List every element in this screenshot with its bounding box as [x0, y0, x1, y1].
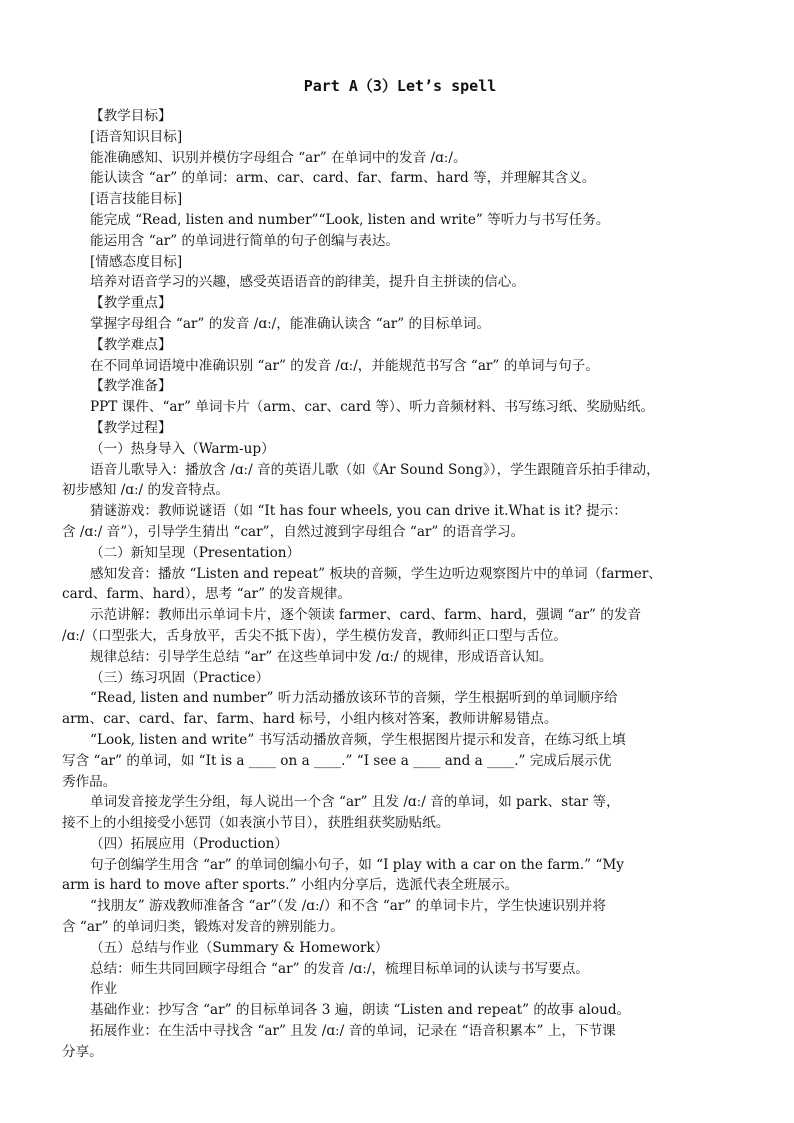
paragraph-line: 单词发音接龙学生分组，每人说出一个含 “ar” 且发 /ɑː/ 音的单词，如 park、star 等， [90, 794, 620, 811]
paragraph-line: 总结：师生共同回顾字母组合 “ar” 的发音 /ɑː/，梳理目标单词的认读与书写要点。 [90, 960, 589, 977]
paragraph-line: 写含 “ar” 的单词，如 “It is a ____ on a ____.” “I see a ____ and a ____.” 完成后展示优 [62, 752, 612, 769]
paragraph-line: 拓展作业：在生活中寻找含 “ar” 且发 /ɑː/ 音的单词，记录在 “语音积累本” 上，下节课 [90, 1023, 616, 1040]
subsection-heading: [语音知识目标] [90, 128, 183, 145]
paragraph-line: 秀作品。 [62, 773, 117, 790]
paragraph-line: 含 “ar” 的单词归类，锻炼对发音的辨别能力。 [62, 919, 344, 936]
step-heading: （四）拓展应用（Production） [90, 835, 288, 852]
paragraph-line: 基础作业：抄写含 “ar” 的目标单词各 3 遍，朗读 “Listen and repeat” 的故事 aloud。 [90, 1002, 631, 1019]
step-heading: （一）热身导入（Warm-up） [90, 440, 275, 457]
document-title: Part A（3）Let’s spell [303, 77, 497, 95]
paragraph-line: 能运用含 “ar” 的单词进行简单的句子创编与表达。 [90, 232, 400, 249]
paragraph-line: 语音儿歌导入：播放含 /ɑː/ 音的英语儿歌（如《Ar Sound Song》），学生跟随音乐拍手律动， [90, 461, 660, 478]
step-heading: （五）总结与作业（Summary & Homework） [90, 939, 389, 956]
paragraph-line: “Read, listen and number” 听力活动播放该环节的音频，学生根据听到的单词顺序给 [90, 690, 618, 707]
paragraph-line: “找朋友” 游戏教师准备含 “ar”（发 /ɑː/）和不含 “ar” 的单词卡片，学生快速识别并将 [90, 898, 606, 915]
paragraph-line: 掌握字母组合 “ar” 的发音 /ɑː/，能准确认读含 “ar” 的目标单词。 [90, 315, 491, 332]
paragraph-line: 能认读含 “ar” 的单词：arm、car、card、far、farm、hard 等，并理解其含义。 [90, 170, 596, 187]
section-heading: 【教学难点】 [90, 336, 172, 353]
paragraph-line: 规律总结：引导学生总结 “ar” 在这些单词中发 /ɑː/ 的规律，形成语音认知。 [90, 648, 553, 665]
section-heading: 【教学重点】 [90, 295, 172, 312]
subsection-heading: [语言技能目标] [90, 191, 183, 208]
paragraph-line: 能完成 “Read, listen and number”“Look, listen and write” 等听力与书写任务。 [90, 211, 610, 228]
step-heading: （二）新知呈现（Presentation） [90, 544, 301, 561]
paragraph-line: 感知发音：播放 “Listen and repeat” 板块的音频，学生边听边观察图片中的单词（farmer、 [90, 565, 662, 582]
paragraph-line: arm、car、card、far、farm、hard 标号，小组内核对答案，教师讲解易错点。 [62, 711, 558, 728]
paragraph-line: “Look, listen and write” 书写活动播放音频，学生根据图片提示和发音，在练习纸上填 [90, 731, 626, 748]
paragraph-line: 分享。 [62, 1043, 103, 1060]
section-heading: 【教学准备】 [90, 378, 172, 395]
paragraph-line: 句子创编学生用含 “ar” 的单词创编小句子，如 “I play with a car on the farm.” “My [90, 856, 624, 873]
paragraph-line: 猜谜游戏：教师说谜语（如 “It has four wheels, you can drive it.What is it? 提示： [90, 503, 627, 520]
paragraph-line: 在不同单词语境中准确识别 “ar” 的发音 /ɑː/，并能规范书写含 “ar” 的单词与句子。 [90, 357, 599, 374]
subsection-heading: [情感态度目标] [90, 253, 183, 270]
paragraph-line: 初步感知 /ɑː/ 的发音特点。 [62, 482, 230, 499]
subsection-heading: 作业 [90, 981, 118, 998]
paragraph-line: arm is hard to move after sports.” 小组内分享后，选派代表全班展示。 [62, 877, 519, 894]
paragraph-line: PPT 课件、“ar” 单词卡片（arm、car、card 等）、听力音频材料、书写练习纸、奖励贴纸。 [90, 399, 655, 416]
paragraph-line: 接不上的小组接受小惩罚（如表演小节目），获胜组获奖励贴纸。 [62, 815, 450, 832]
section-heading: 【教学过程】 [90, 419, 172, 436]
paragraph-line: /ɑː/（口型张大，舌身放平，舌尖不抵下齿），学生模仿发音，教师纠正口型与舌位。 [62, 627, 568, 644]
paragraph-line: 培养对语音学习的兴趣，感受英语语音的韵律美，提升自主拼读的信心。 [90, 274, 525, 291]
paragraph-line: card、farm、hard），思考 “ar” 的发音规律。 [62, 586, 351, 603]
paragraph-line: 含 /ɑː/ 音”），引导学生猜出 “car”，自然过渡到字母组合 “ar” 的语音学习。 [62, 523, 525, 540]
section-heading: 【教学目标】 [90, 108, 172, 124]
paragraph-line: 能准确感知、识别并模仿字母组合 “ar” 在单词中的发音 /ɑː/。 [90, 149, 467, 166]
step-heading: （三）练习巩固（Practice） [90, 669, 270, 686]
paragraph-line: 示范讲解：教师出示单词卡片，逐个领读 farmer、card、farm、hard，强调 “ar” 的发音 [90, 607, 642, 624]
